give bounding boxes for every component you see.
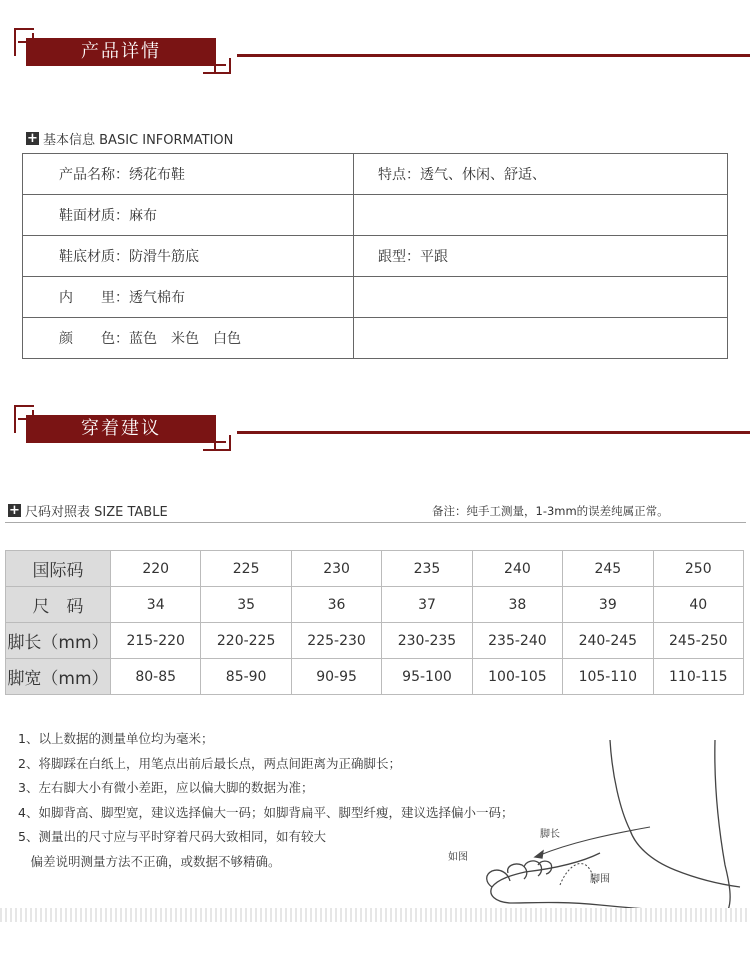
divider-line — [237, 54, 750, 57]
row-header: 脚宽（mm） — [6, 659, 111, 695]
table-row — [6, 551, 744, 587]
size-cell: 220 — [111, 551, 201, 587]
size-table — [5, 550, 744, 695]
size-cell: 35 — [201, 587, 291, 623]
size-cell: 34 — [111, 587, 201, 623]
note-line: 4、如脚背高、脚型宽，建议选择偏大一码；如脚背扁平、脚型纤瘦，建议选择偏小一码； — [18, 804, 514, 820]
table-row — [23, 277, 728, 318]
size-cell: 110-115 — [653, 659, 743, 695]
size-cell: 235 — [382, 551, 472, 587]
size-cell: 80-85 — [111, 659, 201, 695]
row-header: 国际码 — [6, 551, 111, 587]
info-cell — [354, 318, 728, 359]
basic-info-heading — [26, 129, 233, 148]
table-row — [6, 659, 744, 695]
info-cell — [354, 277, 728, 318]
size-cell: 215-220 — [111, 623, 201, 659]
fret-ornament-icon — [214, 64, 226, 74]
plus-icon: + — [9, 503, 20, 518]
foot-measurement-diagram — [440, 735, 750, 915]
table-row — [23, 318, 728, 359]
info-cell: 鞋面材质：麻布 — [23, 195, 354, 236]
section-header-product-details — [0, 38, 750, 108]
size-cell: 225-230 — [291, 623, 381, 659]
size-table-heading — [8, 501, 168, 520]
size-cell: 90-95 — [291, 659, 381, 695]
table-row — [23, 154, 728, 195]
divider-line — [237, 431, 750, 434]
size-cell: 39 — [563, 587, 653, 623]
size-cell: 225 — [201, 551, 291, 587]
table-row — [23, 236, 728, 277]
section-title: 产品详情 — [26, 38, 216, 66]
info-cell: 产品名称：绣花布鞋 — [23, 154, 354, 195]
size-table-heading-text: 尺码对照表 SIZE TABLE — [25, 505, 168, 520]
divider-line — [5, 522, 746, 523]
size-cell: 85-90 — [201, 659, 291, 695]
size-cell: 245 — [563, 551, 653, 587]
info-cell: 跟型：平跟 — [354, 236, 728, 277]
size-cell: 245-250 — [653, 623, 743, 659]
row-header: 脚长（mm） — [6, 623, 111, 659]
basic-info-heading-text: 基本信息 BASIC INFORMATION — [43, 133, 234, 148]
size-cell: 230 — [291, 551, 381, 587]
size-cell: 40 — [653, 587, 743, 623]
note-line: 偏差说明测量方法不正确，或数据不够精确。 — [18, 853, 281, 869]
info-cell: 颜 色：蓝色 米色 白色 — [23, 318, 354, 359]
info-cell — [354, 195, 728, 236]
note-line: 3、左右脚大小有微小差距，应以偏大脚的数据为准； — [18, 780, 314, 795]
info-cell: 鞋底材质：防滑牛筋底 — [23, 236, 354, 277]
size-note: 备注：纯手工测量，1-3mm的误差纯属正常。 — [432, 504, 669, 518]
fret-ornament-icon — [214, 441, 226, 451]
note-line: 1、以上数据的测量单位均为毫米； — [18, 731, 214, 746]
size-cell: 230-235 — [382, 623, 472, 659]
size-cell: 37 — [382, 587, 472, 623]
size-cell: 105-110 — [563, 659, 653, 695]
decorative-ruler-stripe — [0, 908, 750, 922]
size-cell: 240 — [472, 551, 562, 587]
size-cell: 250 — [653, 551, 743, 587]
basic-info-table — [22, 153, 728, 359]
plus-icon: + — [27, 131, 38, 146]
info-cell: 内 里：透气棉布 — [23, 277, 354, 318]
length-label: 脚长 — [540, 829, 560, 840]
section-header-wearing-advice — [0, 415, 750, 485]
figure-label: 如图 — [448, 852, 468, 863]
size-cell: 100-105 — [472, 659, 562, 695]
size-cell: 240-245 — [563, 623, 653, 659]
size-cell: 235-240 — [472, 623, 562, 659]
table-row — [6, 623, 744, 659]
table-row — [6, 587, 744, 623]
info-cell: 特点：透气、休闲、舒适、 — [354, 154, 728, 195]
section-title: 穿着建议 — [26, 415, 216, 443]
size-cell: 95-100 — [382, 659, 472, 695]
girth-label: 脚围 — [590, 874, 610, 885]
size-cell: 38 — [472, 587, 562, 623]
table-row — [23, 195, 728, 236]
note-line: 5、测量出的尺寸应与平时穿着尺码大致相同，如有较大 — [18, 829, 326, 844]
size-cell: 220-225 — [201, 623, 291, 659]
size-cell: 36 — [291, 587, 381, 623]
note-line: 2、将脚踩在白纸上，用笔点出前后最长点，两点间距离为正确脚长； — [18, 755, 401, 771]
row-header: 尺 码 — [6, 587, 111, 623]
foot-outline — [491, 740, 740, 911]
